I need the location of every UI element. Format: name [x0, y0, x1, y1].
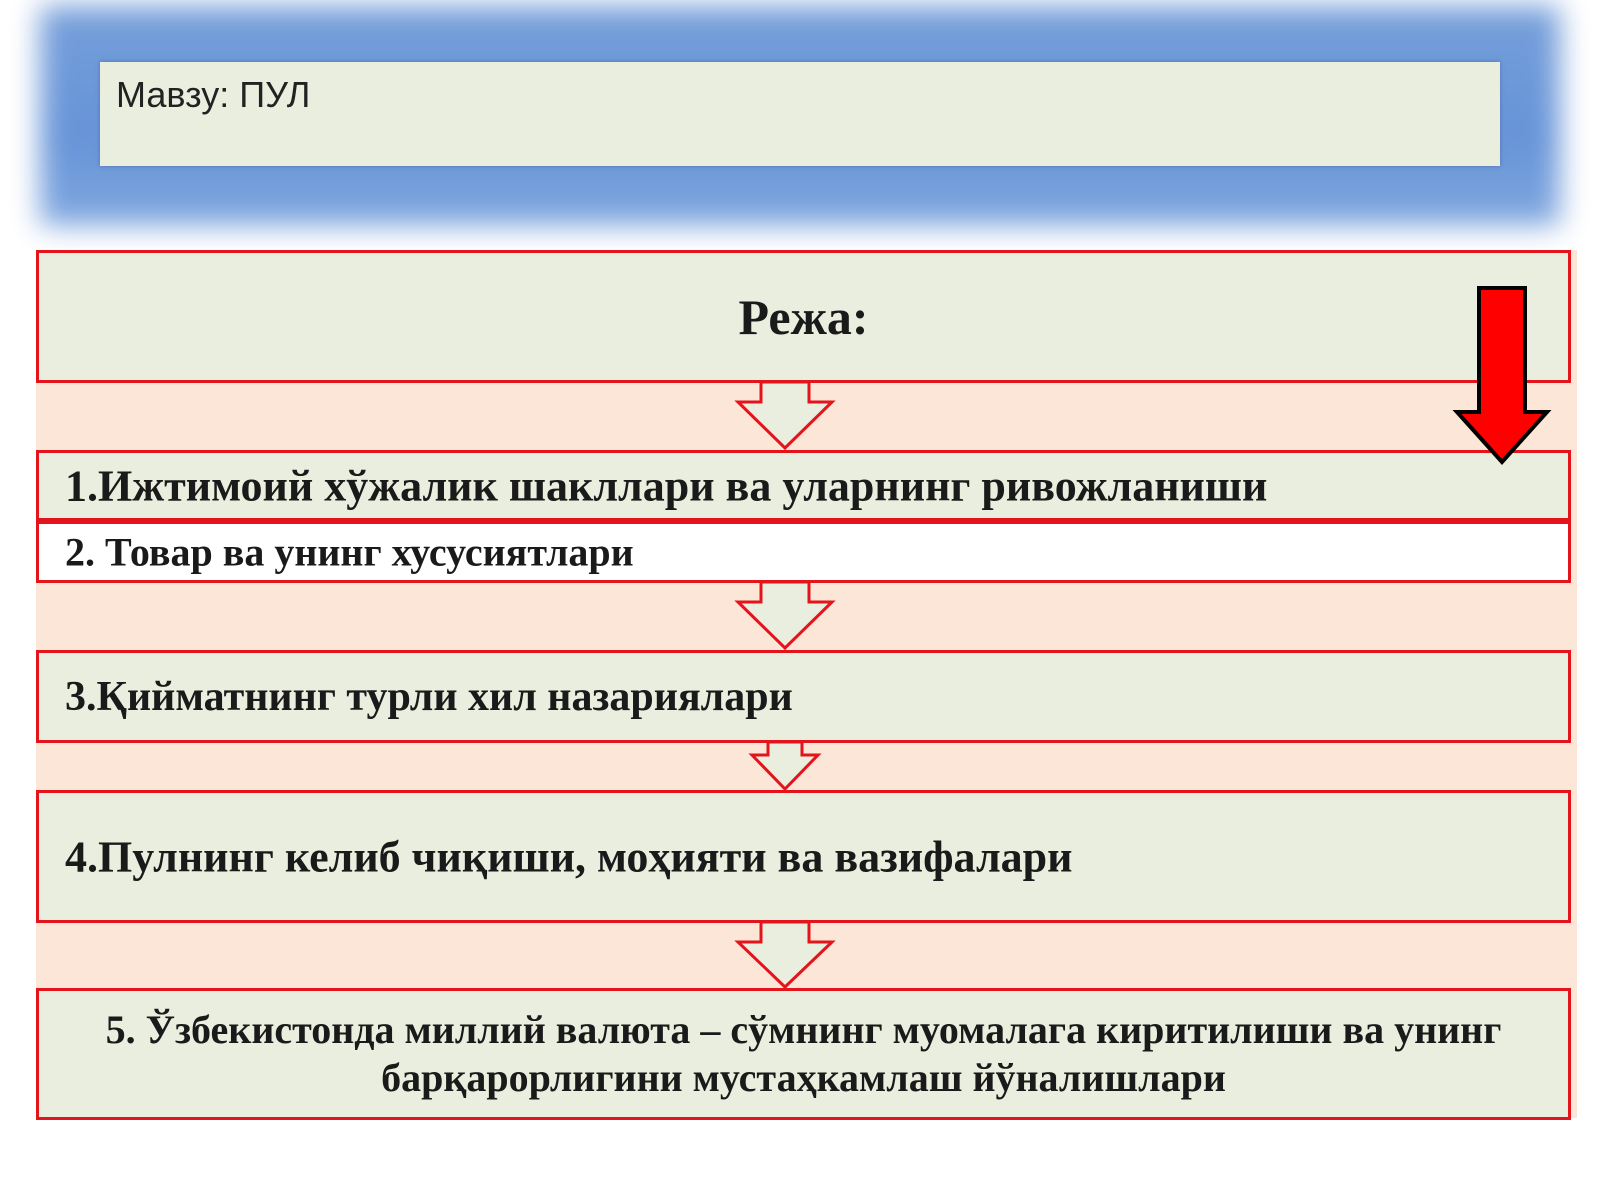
down-arrow-outline-icon — [735, 922, 835, 990]
down-arrow-solid-icon — [1455, 286, 1551, 466]
topic-label: Мавзу: ПУЛ — [116, 74, 311, 115]
plan-item-5 — [36, 988, 1571, 1120]
down-arrow-outline-icon — [735, 582, 835, 652]
plan-header-box — [36, 250, 1571, 383]
plan-title: Режа: — [738, 288, 869, 345]
plan-item-1-text: 1.Ижтимоий хўжалик шакллари ва уларнинг ривожланиши — [65, 461, 1268, 510]
plan-item-1 — [36, 450, 1571, 521]
down-arrow-outline-icon — [749, 742, 821, 792]
plan-item-4 — [36, 790, 1571, 923]
topic-banner — [100, 62, 1500, 166]
plan-item-2-text: 2. Товар ва унинг хусусиятлари — [65, 529, 634, 575]
plan-item-3-text: 3.Қийматнинг турли хил назариялари — [65, 673, 793, 720]
plan-item-4-text: 4.Пулнинг келиб чиқиши, моҳияти ва вазифалари — [65, 832, 1073, 881]
plan-item-3 — [36, 650, 1571, 743]
plan-item-2 — [36, 521, 1571, 583]
plan-item-5-text: 5. Ўзбекистонда миллий валюта – сўмнинг муомалага киритилиши ва унинг барқарорлигини мустаҳкамлаш йўналишлари — [105, 1007, 1502, 1100]
down-arrow-outline-icon — [735, 382, 835, 452]
